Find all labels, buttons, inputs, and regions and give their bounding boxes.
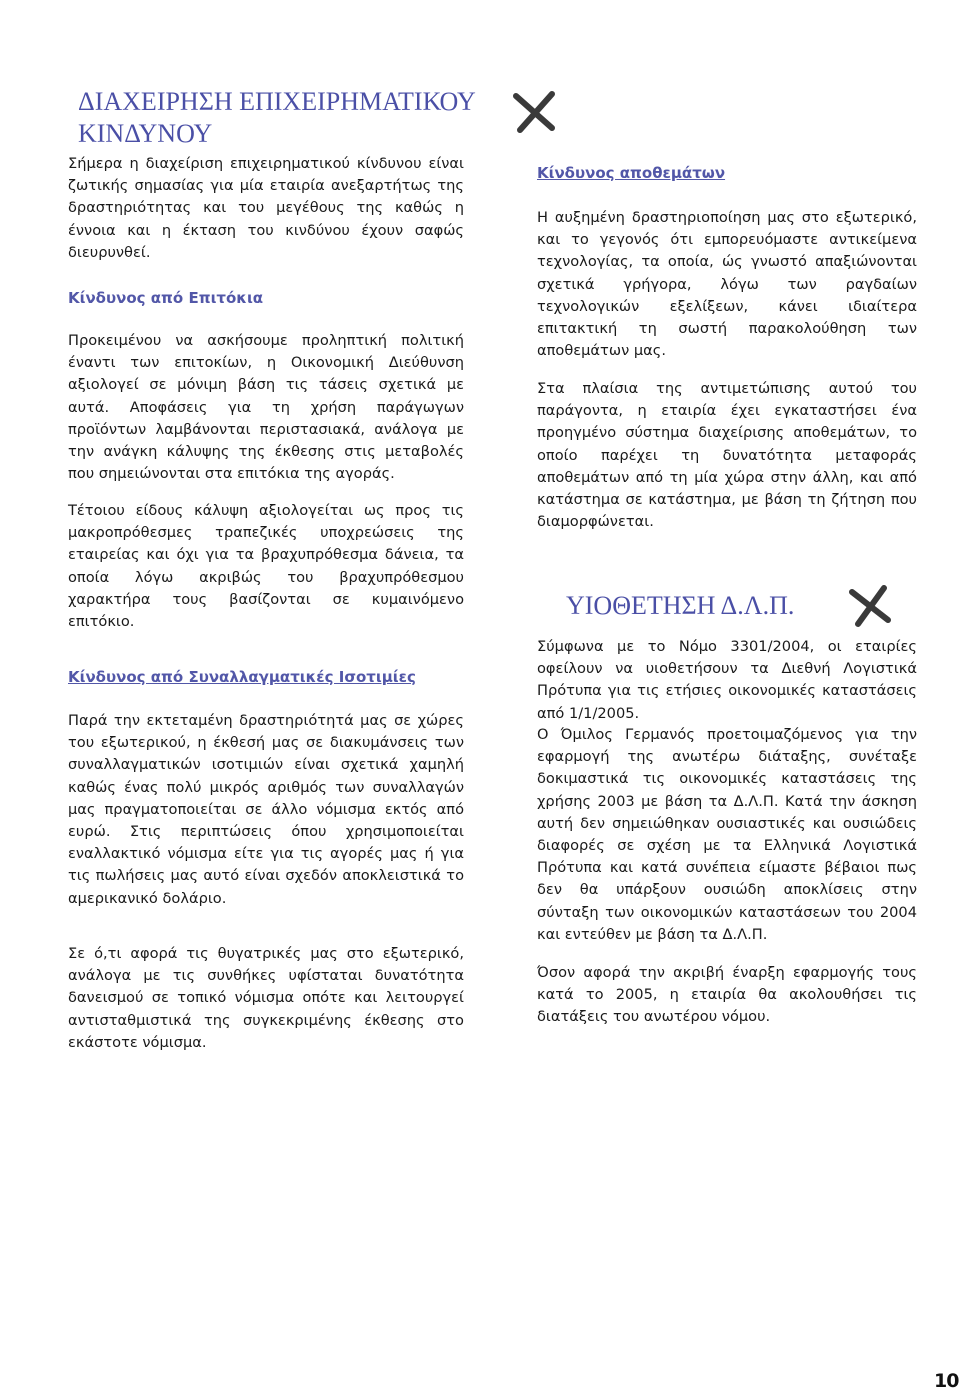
page-title: ΔΙΑΧΕΙΡΗΣΗ ΕΠΙΧΕΙΡΗΜΑΤΙΚΟΥ ΚΙΝΔΥΝΟΥ (78, 87, 475, 148)
page-number: 10 (934, 1370, 959, 1392)
fx-risk-paragraph-1: Παρά την εκτεταμένη δραστηριότητά μας σε χώρες του εξωτερικού, η έκθεσή μας σε διακυμάνσεις των συναλλαγματικών ισοτιμιών είναι σχετικά χαμηλή καθώς ένας πολύ μικρός αριθμός των συναλλαγών μας πραγματοποιείται σε άλλο νόμισμα εκτός από ευρώ. Στις περιπτώσεις όπου χρησιμοποιείται εναλλακτικό νόμισμα είτε για τις αγορές μας ή για τις πωλήσεις μας αυτό είναι σχεδόν αποκλειστικά το αμερικανικό δολάριο. (68, 712, 464, 907)
ifrs-paragraph-1: Σύμφωνα με το Νόμο 3301/2004, οι εταιρίες οφείλουν να υιοθετήσουν τα Διεθνή Λογιστικά Πρότυπα για τις ετήσιες οικονομικές καταστάσεις από 1/1/2005. (537, 638, 917, 722)
x-mark-icon (846, 584, 894, 628)
interest-risk-paragraph-1: Προκειμένου να ασκήσουμε προληπτική πολιτική έναντι των επιτοκίων, η Οικονομική Διεύθυνση αξιολογεί σε μόνιμη βάση τις τάσεις σχετικά με αυτά. Αποφάσεις για τη χρήση παράγωγων προϊόντων λαμβάνονται περιστασιακά, ανάλογα με την ανάγκη κάλυψης της έκθεσης στις μεταβολές που σημειώνονται στα επιτόκια της αγοράς. (68, 332, 464, 483)
intro-paragraph: Σήμερα η διαχείριση επιχειρηματικού κίνδυνου είναι ζωτικής σημασίας για μία εταιρία ανεξαρτήτως της δραστηριότητας και του μεγέθους της καθώς η έννοια και η έκταση του κινδύνου έχουν σαφώς διευρυνθεί. (68, 155, 464, 261)
ifrs-adoption-heading: ΥΙΟΘΕΤΗΣΗ Δ.Λ.Π. (566, 591, 795, 620)
x-mark-icon (510, 90, 560, 134)
inventory-risk-paragraph-1: Η αυξημένη δραστηριοποίηση μας στο εξωτερικό, και το γεγονός ότι εμπορευόμαστε αντικείμενα τεχνολογίας, τα οποία, ώς γνωστό απαξιώνονται σχετικά γρήγορα, λόγω των ραγδαίων τεχνολογικών εξελίξεων, κάνει ιδιαίτερα επιτακτική τη σωστή παρακολούθηση των αποθεμάτων μας. (537, 209, 917, 360)
fx-risk-heading: Κίνδυνος από Συναλλαγματικές Ισοτιμίες (68, 668, 416, 686)
fx-risk-paragraph-2: Σε ό,τι αφορά τις θυγατρικές μας στο εξωτερικό, ανάλογα με τις συνθήκες υφίσταται δυνατότητα δανεισμού σε τοπικό νόμισμα οπότε και λειτουργεί αντισταθμιστικά της συγκεκριμένης έκθεσης στο εκάστοτε νόμισμα. (68, 945, 464, 1051)
interest-risk-paragraph-2: Τέτοιου είδους κάλυψη αξιολογείται ως προς τις μακροπρόθεσμες τραπεζικές υποχρεώσεις της εταιρείας και όχι για τα βραχυπρόθεσμα δάνεια, τα οποία λόγω ακριβώς του βραχυπρόθεσμου χαρακτήρα τους βασίζονται σε κυμαινόμενο επιτόκιο. (68, 502, 464, 631)
interest-risk-heading: Κίνδυνος από Επιτόκια (68, 289, 264, 307)
ifrs-paragraph-2: Ο Όμιλος Γερμανός προετοιμαζόμενος για την εφαρμογή της ανωτέρω διάταξης, συνέταξε δοκιμαστικά τις οικονομικές καταστάσεις της χρήσης 2003 με βάση τα Δ.Λ.Π. Κατά την άσκηση αυτή δεν σημειώθηκαν ουσιαστικές και ουσιώδεις διαφορές σε σχέση με τα Ελληνικά Λογιστικά Πρότυπα και κατά συνέπεια είμαστε βέβαιοι πως δεν θα υπάρξουν ουσιώδη αποκλίσεις στην σύνταξη των οικονομικών καταστάσεων του 2004 και εντεύθεν με βάση τα Δ.Λ.Π. (537, 726, 917, 943)
inventory-risk-heading: Κίνδυνος αποθεμάτων (537, 164, 726, 182)
inventory-risk-paragraph-2: Στα πλαίσια της αντιμετώπισης αυτού του παράγοντα, η εταιρία έχει εγκαταστήσει ένα προηγμένο σύστημα διαχείρισης αποθεμάτων, το οποίο παρέχει τη δυνατότητα μεταφοράς αποθεμάτων από τη μία χώρα στην άλλη, και από κατάστημα σε κατάστημα, με βάση τη ζήτηση που διαμορφώνεται. (537, 380, 917, 531)
ifrs-paragraph-3: Όσον αφορά την ακριβή έναρξη εφαρμογής τους κατά το 2005, η εταιρία θα ακολουθήσει τις διατάξεις του ανωτέρου νόμου. (537, 964, 917, 1026)
